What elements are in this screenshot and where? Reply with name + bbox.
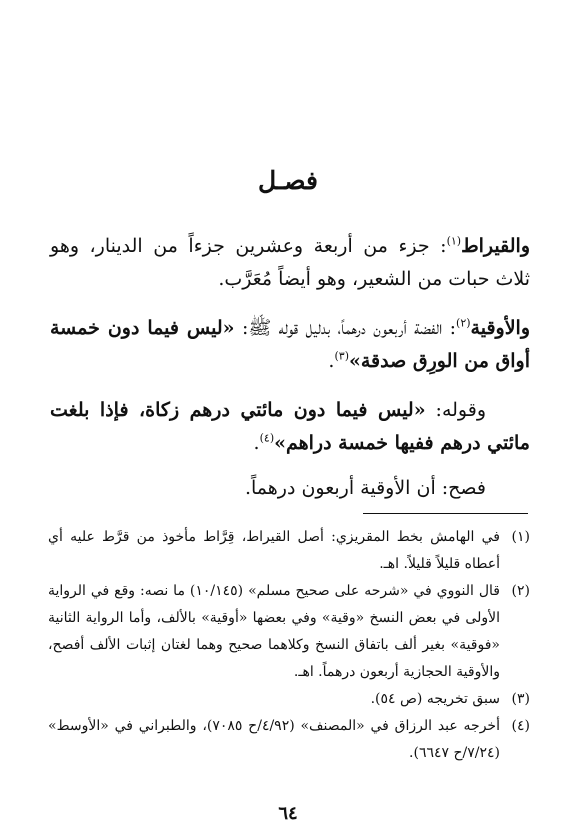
footnote-text: سبق تخريجه (ص ٥٤). <box>370 691 500 707</box>
definition-qirat: : جزء من أربعة وعشرين جزءاً من الدينار، وهو ثلاث حبات من الشعير، وهو أيضاً مُعَرَّب. <box>50 235 530 290</box>
footnote-ref-2[interactable]: (٢) <box>456 316 471 330</box>
paragraph-lead: وقوله: <box>435 399 486 421</box>
footnotes <box>48 524 530 767</box>
footnote-number: (١) <box>511 529 530 545</box>
sentence-end: . <box>253 432 260 454</box>
footnote-ref-4[interactable]: (٤) <box>259 431 275 445</box>
footnote-number: (٢) <box>511 583 530 599</box>
footnote-number: (٤) <box>511 718 530 734</box>
footnote-4 <box>48 713 530 767</box>
footnote-1 <box>48 524 530 578</box>
footnote-number: (٣) <box>511 691 530 707</box>
paragraph-uqiyya <box>50 312 530 378</box>
paragraph-qirat <box>50 230 530 296</box>
paragraph-conclusion <box>50 472 530 505</box>
footnote-text: أخرجه عبد الرزاق في «المصنف» (٤/٩٢/ح ٧٠٨٥)، والطبراني في «الأوسط» (٧/٢٤/ح ٦٦٤٧). <box>48 718 500 761</box>
term-uqiyya: والأوقية <box>470 317 530 339</box>
footnote-2 <box>48 578 530 686</box>
definition-uqiyya: : الفضة أربعون درهماً، بدليل قوله ﷺ: <box>241 317 457 339</box>
footnote-ref-1[interactable]: (١) <box>446 234 462 248</box>
sentence-end: . <box>328 350 335 372</box>
page-number: ٦٤ <box>278 803 298 824</box>
hadith-quote-1: «ليس فيما دون خمسة أواق من الورِق صدقة» <box>50 317 530 372</box>
footnote-3 <box>48 686 530 713</box>
conclusion-text: فصح: أن الأوقية أربعون درهماً. <box>244 477 486 499</box>
footnote-text: في الهامش بخط المقريزي: أصل القيراط، قِرَّاط مأخوذ من قرَّط عليه أي أعطاه قليلاً قليلاً. اهـ. <box>48 529 500 572</box>
footnote-text: قال النووي في «شرحه على صحيح مسلم» (١٠/١٤٥) ما نصه: وقع في الرواية الأولى في بعض النسخ «وقية» وفي بعضها «أوقية» بالألف، وأما الرواية الثانية «فوقية» بغير ألف باتفاق النسخ وكلاهما صحيح وهما لغتان إثبات الألف أفصح، والأوقية الحجازية أربعون درهماً. اهـ. <box>48 583 501 680</box>
hadith-quote-2: «ليس فيما دون مائتي درهم زكاة، فإذا بلغت مائتي درهم ففيها خمسة دراهم» <box>50 399 530 454</box>
footnote-separator <box>363 513 528 514</box>
main-text <box>50 230 530 521</box>
chapter-heading: فصـل <box>258 166 318 195</box>
paragraph-hadith <box>50 394 530 460</box>
term-qirat: والقيراط <box>461 235 530 257</box>
footnote-ref-3[interactable]: (٣) <box>334 349 349 363</box>
